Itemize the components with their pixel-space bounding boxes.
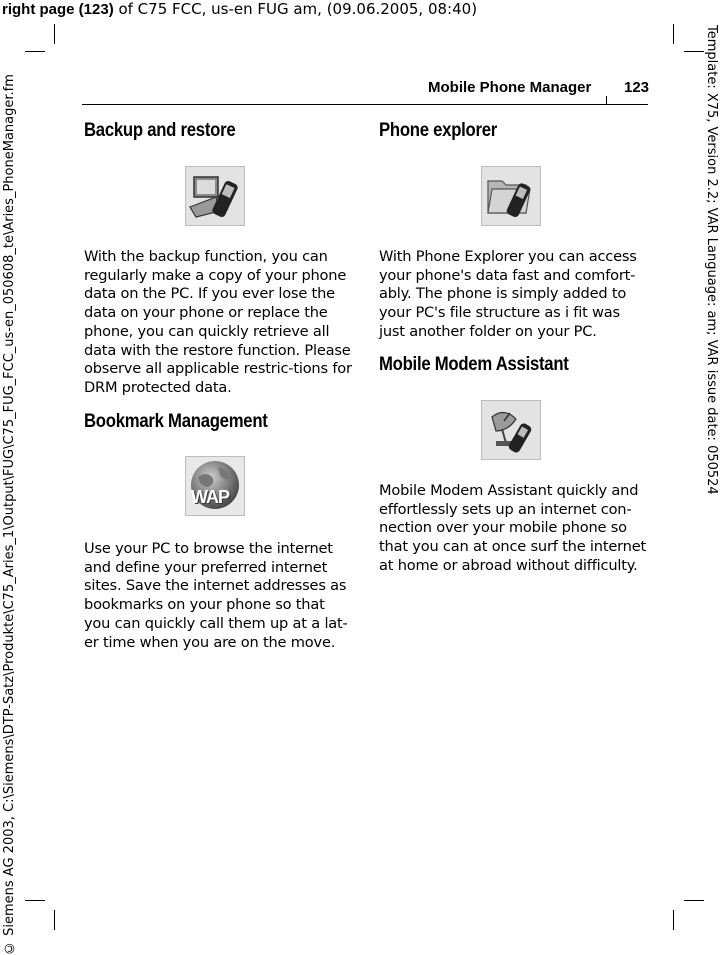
copyright-path-vertical: © Siemens AG 2003, C:\Siemens\DTP-Satz\Produkte\C75_Aries_1\Output\FUG\C75_FUG_FCC_us-en_050608_te\Aries_PhoneManager.fm <box>2 74 17 955</box>
wap-icon-label: WAP <box>191 487 230 507</box>
folder-phone-icon <box>481 166 541 226</box>
crop-mark <box>54 24 55 44</box>
print-info-rest: of C75 FCC, us-en FUG am, (09.06.2005, 08:40) <box>113 0 478 18</box>
section-text: Use your PC to browse the internet and define your preferred internet sites. Save the internet addresses as bookmarks on your phone so that you can quickly call them up at a lat-er time when you are on the move. <box>84 540 348 651</box>
section-bookmark-heading-wrap <box>84 411 354 433</box>
section-explorer-text <box>379 248 649 342</box>
header-rule <box>82 104 648 105</box>
crop-mark <box>673 910 674 930</box>
template-info-vertical: Template: X75, Version 2.2; VAR Language: am; VAR issue date: 050524 <box>704 25 719 495</box>
section-heading: Bookmark Management <box>84 411 268 432</box>
section-modem-text <box>379 482 649 576</box>
crop-mark <box>25 900 45 901</box>
section-heading: Backup and restore <box>84 120 236 141</box>
section-backup-heading-wrap <box>84 120 354 142</box>
section-backup-text <box>84 248 354 398</box>
print-info-page: right page (123) <box>2 1 114 18</box>
section-text: With Phone Explorer you can access your phone's data fast and comfort-ably. The phone is simply added to your PC's file structure as i fit was just another folder on your PC. <box>379 248 637 340</box>
section-bookmark-text <box>84 540 354 652</box>
page-number: 123 <box>624 79 650 96</box>
crop-mark <box>54 910 55 930</box>
satellite-phone-icon <box>481 400 541 460</box>
section-explorer-heading-wrap <box>379 120 649 142</box>
section-text: With the backup function, you can regularly make a copy of your phone data on the PC. If you ever lose the data on your phone or replace the phone, you can quickly retrieve all data with the restore function. Please observe all applicable restric-tions for DRM protected data. <box>84 248 352 396</box>
section-text: Mobile Modem Assistant quickly and effortlessly sets up an internet con-nection over your mobile phone so that you can at once surf the internet at home or abroad without difficulty. <box>379 482 647 574</box>
backup-restore-icon <box>185 166 245 226</box>
running-header-title: Mobile Phone Manager <box>428 79 592 96</box>
crop-mark <box>25 51 45 52</box>
wap-globe-icon <box>185 456 245 516</box>
header-rule-tick <box>606 96 607 105</box>
section-heading: Phone explorer <box>379 120 498 141</box>
section-heading: Mobile Modem Assistant <box>379 354 569 375</box>
section-modem-heading-wrap <box>379 354 649 376</box>
crop-mark <box>673 24 674 44</box>
print-info-line <box>2 0 477 18</box>
